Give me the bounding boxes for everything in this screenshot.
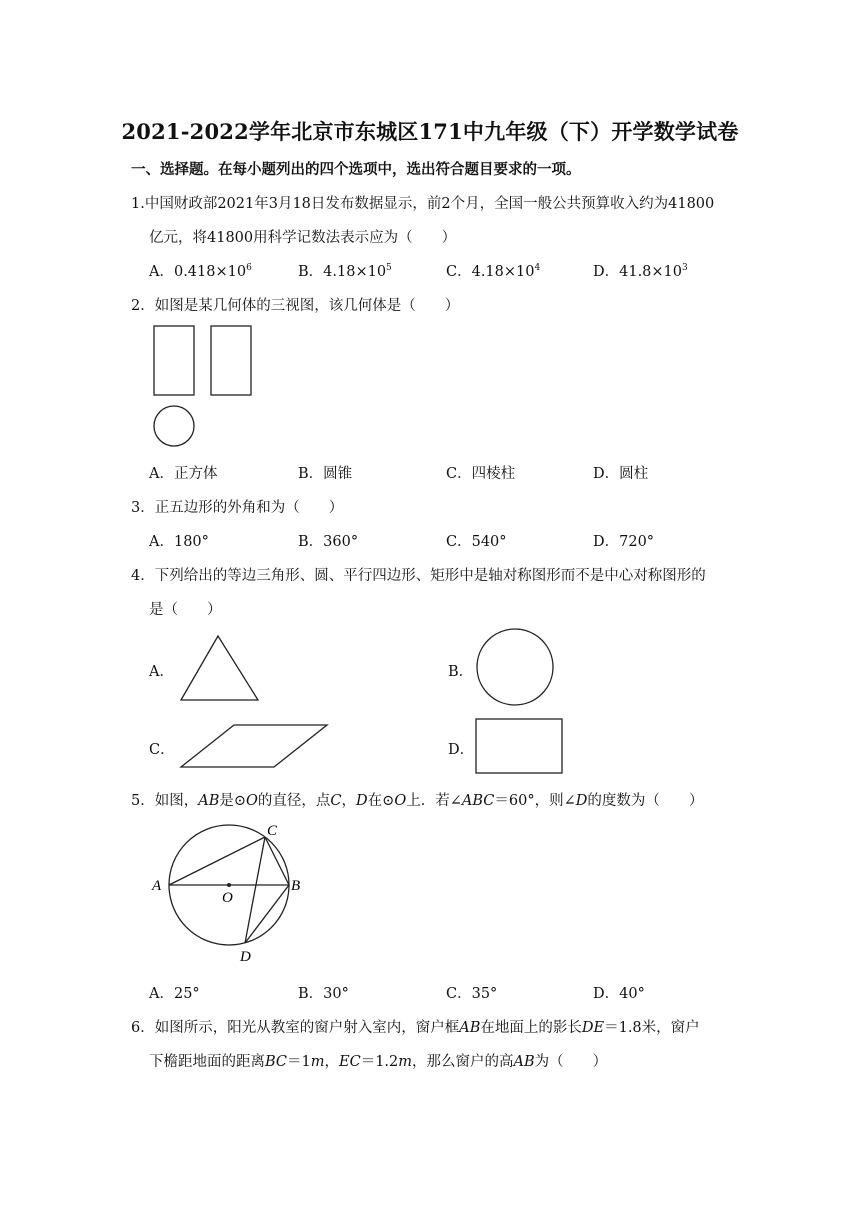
equilateral-triangle-figure (178, 634, 260, 702)
q1-stem-line2: 亿元，将41800用科学记数法表示应为（ ） (149, 230, 457, 246)
center-point-o (227, 883, 231, 887)
q1-option-a: A．$0.418\times 10^6$ (149, 263, 252, 280)
q3-option-a: A．180° (149, 534, 209, 550)
label-b: B (291, 878, 301, 894)
side-view-rect (211, 326, 251, 395)
q4-stem-line2: 是（ ） (149, 602, 222, 618)
page-title: 2021-2022学年北京市东城区171中九年级（下）开学数学试卷 (121, 119, 739, 144)
label-d: D (240, 949, 251, 965)
q3-stem: 3．正五边形的外角和为（ ） (131, 500, 344, 516)
three-view-figure (150, 322, 260, 450)
segment-cb (265, 837, 289, 885)
circle-geometry-figure (145, 820, 315, 970)
q2-stem: 2．如图是某几何体的三视图，该几何体是（ ） (131, 298, 460, 314)
q4-label-d: D． (448, 742, 475, 758)
q3-option-b: B．360° (298, 534, 359, 550)
label-o: O (222, 890, 233, 906)
q5-option-b: B．30° (298, 986, 349, 1002)
q1-option-b: B．$4.18\times 10^5$ (298, 263, 392, 280)
section-heading: 一、选择题。在每小题列出的四个选项中，选出符合题目要求的一项。 (131, 161, 581, 178)
q6-stem-line1: 6．如图所示，阳光从教室的窗户射入室内，窗户框AB在地面上的影长DE＝1.8米，窗户 (131, 1020, 700, 1036)
q2-option-d: D．圆柱 (593, 466, 649, 482)
circle-figure (474, 626, 556, 708)
parallelogram-figure (178, 722, 330, 770)
q5-stem: 5．如图，AB是⊙O的直径，点C，D在⊙O上．若∠ABC＝60°，则∠D的度数为（ ） (131, 793, 704, 809)
rectangle-figure (474, 717, 564, 775)
q3-option-c: C．540° (446, 534, 507, 550)
q2-option-a: A．正方体 (149, 466, 218, 482)
q3-option-d: D．720° (593, 534, 655, 550)
q5-option-d: D．40° (593, 986, 645, 1002)
segment-bd (245, 885, 289, 943)
q4-label-a: A． (149, 664, 174, 680)
front-view-rect (154, 326, 194, 395)
q4-label-b: B． (448, 664, 474, 680)
segment-cd (245, 837, 265, 943)
q4-label-c: C． (149, 742, 175, 758)
q1-option-d: D．$41.8\times 10^3$ (593, 263, 688, 280)
q2-option-c: C．四棱柱 (446, 466, 516, 482)
q4-stem-line1: 4．下列给出的等边三角形、圆、平行四边形、矩形中是轴对称图形而不是中心对称图形的 (131, 568, 706, 584)
q2-option-b: B．圆锥 (298, 466, 353, 482)
label-a: A (152, 878, 162, 894)
q1-option-c: C．$4.18\times 10^4$ (446, 263, 541, 280)
q1-stem-line1: 1.中国财政部2021年3月18日发布数据显示，前2个月，全国一般公共预算收入约为41800 (131, 196, 715, 212)
top-view-circle (154, 406, 194, 446)
segment-ac (169, 837, 265, 885)
q5-option-a: A．25° (149, 986, 200, 1002)
q6-stem-line2: 下檐距地面的距离BC＝1m，EC＝1.2m，那么窗户的高AB为（ ） (149, 1054, 608, 1070)
q5-option-c: C．35° (446, 986, 498, 1002)
label-c: C (267, 823, 278, 839)
